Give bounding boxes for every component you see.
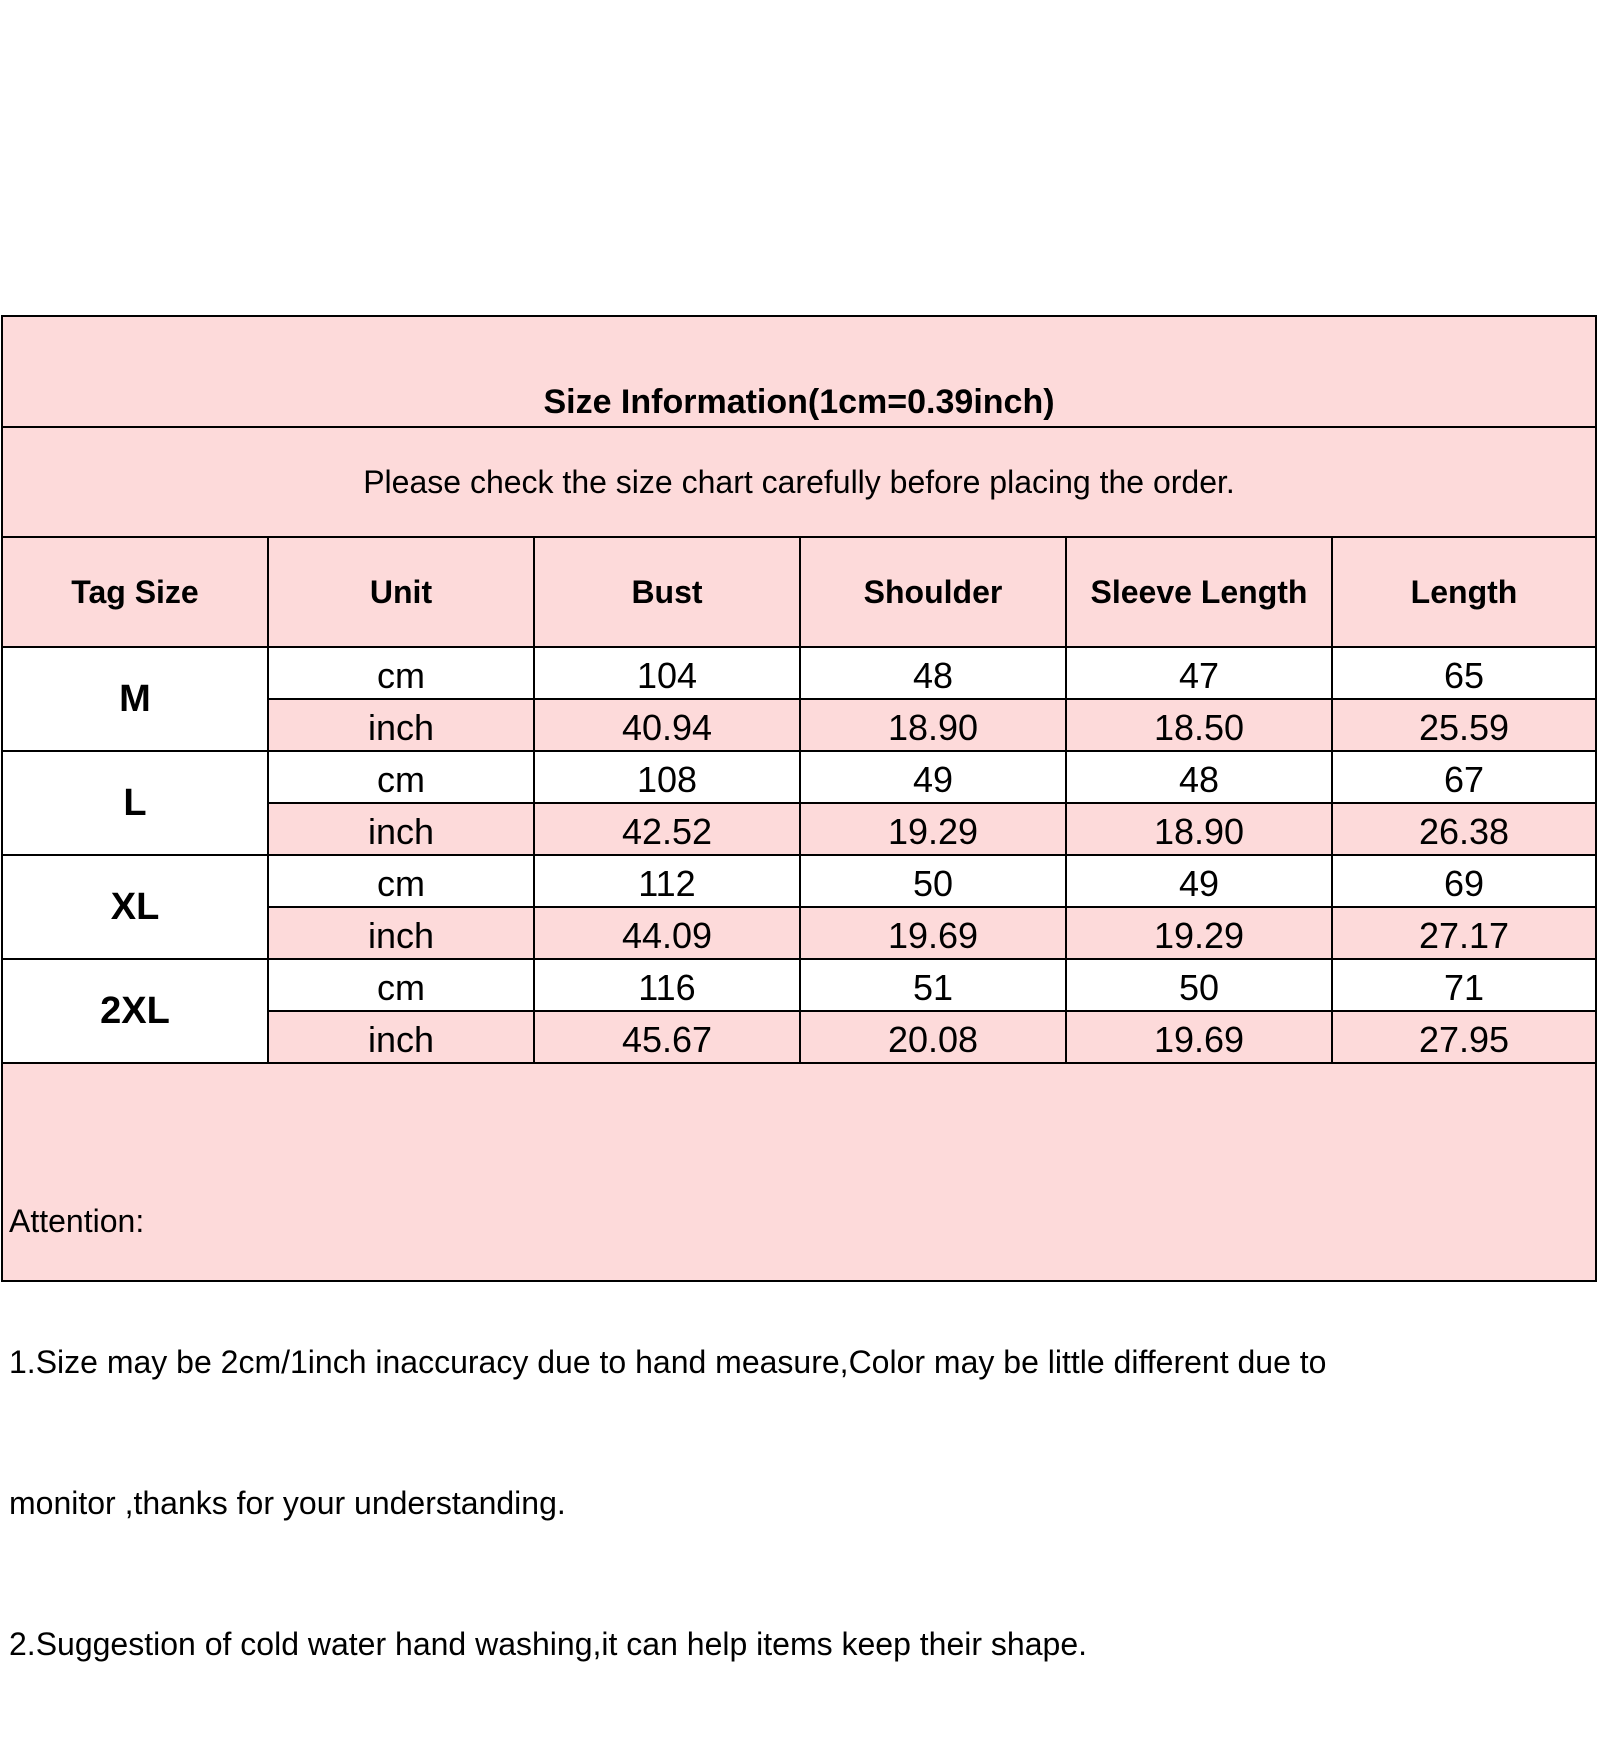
attention-heading: Attention: <box>9 1203 145 1239</box>
table-cell: 112 <box>535 856 801 908</box>
table-cell: 65 <box>1333 648 1597 700</box>
table-cell: 44.09 <box>535 908 801 960</box>
table-cell: 50 <box>801 856 1067 908</box>
table-cell: 51 <box>801 960 1067 1012</box>
attention-line: monitor ,thanks for your understanding. <box>9 1485 566 1521</box>
table-cell: 49 <box>1067 856 1333 908</box>
table-cell: 108 <box>535 752 801 804</box>
table-cell: cm <box>269 856 535 908</box>
attention-line: 2.Suggestion of cold water hand washing,it can help items keep their shape. <box>9 1626 1087 1662</box>
table-cell: 48 <box>1067 752 1333 804</box>
table-cell: 40.94 <box>535 700 801 752</box>
table-cell: 45.67 <box>535 1012 801 1064</box>
table-cell: 26.38 <box>1333 804 1597 856</box>
column-header-sleeve-length: Sleeve Length <box>1067 538 1333 648</box>
table-cell: 19.29 <box>1067 908 1333 960</box>
column-header-unit: Unit <box>269 538 535 648</box>
table-cell: 67 <box>1333 752 1597 804</box>
column-header-bust: Bust <box>535 538 801 648</box>
table-cell: 18.90 <box>1067 804 1333 856</box>
table-cell: 116 <box>535 960 801 1012</box>
table-cell: 47 <box>1067 648 1333 700</box>
table-cell: inch <box>269 700 535 752</box>
table-cell: 71 <box>1333 960 1597 1012</box>
table-cell: 18.50 <box>1067 700 1333 752</box>
column-header-tag-size: Tag Size <box>3 538 269 648</box>
tag-size-2xl: 2XL <box>3 960 269 1064</box>
table-subtitle: Please check the size chart carefully before placing the order. <box>3 428 1597 538</box>
table-cell: 50 <box>1067 960 1333 1012</box>
table-cell: 19.69 <box>801 908 1067 960</box>
table-cell: 20.08 <box>801 1012 1067 1064</box>
table-cell: 48 <box>801 648 1067 700</box>
table-cell: cm <box>269 960 535 1012</box>
column-header-shoulder: Shoulder <box>801 538 1067 648</box>
size-chart-table <box>1 315 1597 1662</box>
attention-notes <box>3 1064 1597 1662</box>
table-cell: 104 <box>535 648 801 700</box>
table-title: Size Information(1cm=0.39inch) <box>3 317 1597 428</box>
table-cell: 25.59 <box>1333 700 1597 752</box>
table-cell: cm <box>269 752 535 804</box>
table-cell: 18.90 <box>801 700 1067 752</box>
table-cell: 27.17 <box>1333 908 1597 960</box>
table-cell: inch <box>269 804 535 856</box>
column-header-length: Length <box>1333 538 1597 648</box>
table-cell: inch <box>269 1012 535 1064</box>
table-cell: 69 <box>1333 856 1597 908</box>
tag-size-xl: XL <box>3 856 269 960</box>
table-cell: inch <box>269 908 535 960</box>
table-cell: 49 <box>801 752 1067 804</box>
table-cell: 19.29 <box>801 804 1067 856</box>
table-cell: cm <box>269 648 535 700</box>
tag-size-m: M <box>3 648 269 752</box>
table-cell: 19.69 <box>1067 1012 1333 1064</box>
attention-line: 1.Size may be 2cm/1inch inaccuracy due to hand measure,Color may be little different due to <box>9 1344 1327 1380</box>
table-cell: 42.52 <box>535 804 801 856</box>
table-cell: 27.95 <box>1333 1012 1597 1064</box>
tag-size-l: L <box>3 752 269 856</box>
